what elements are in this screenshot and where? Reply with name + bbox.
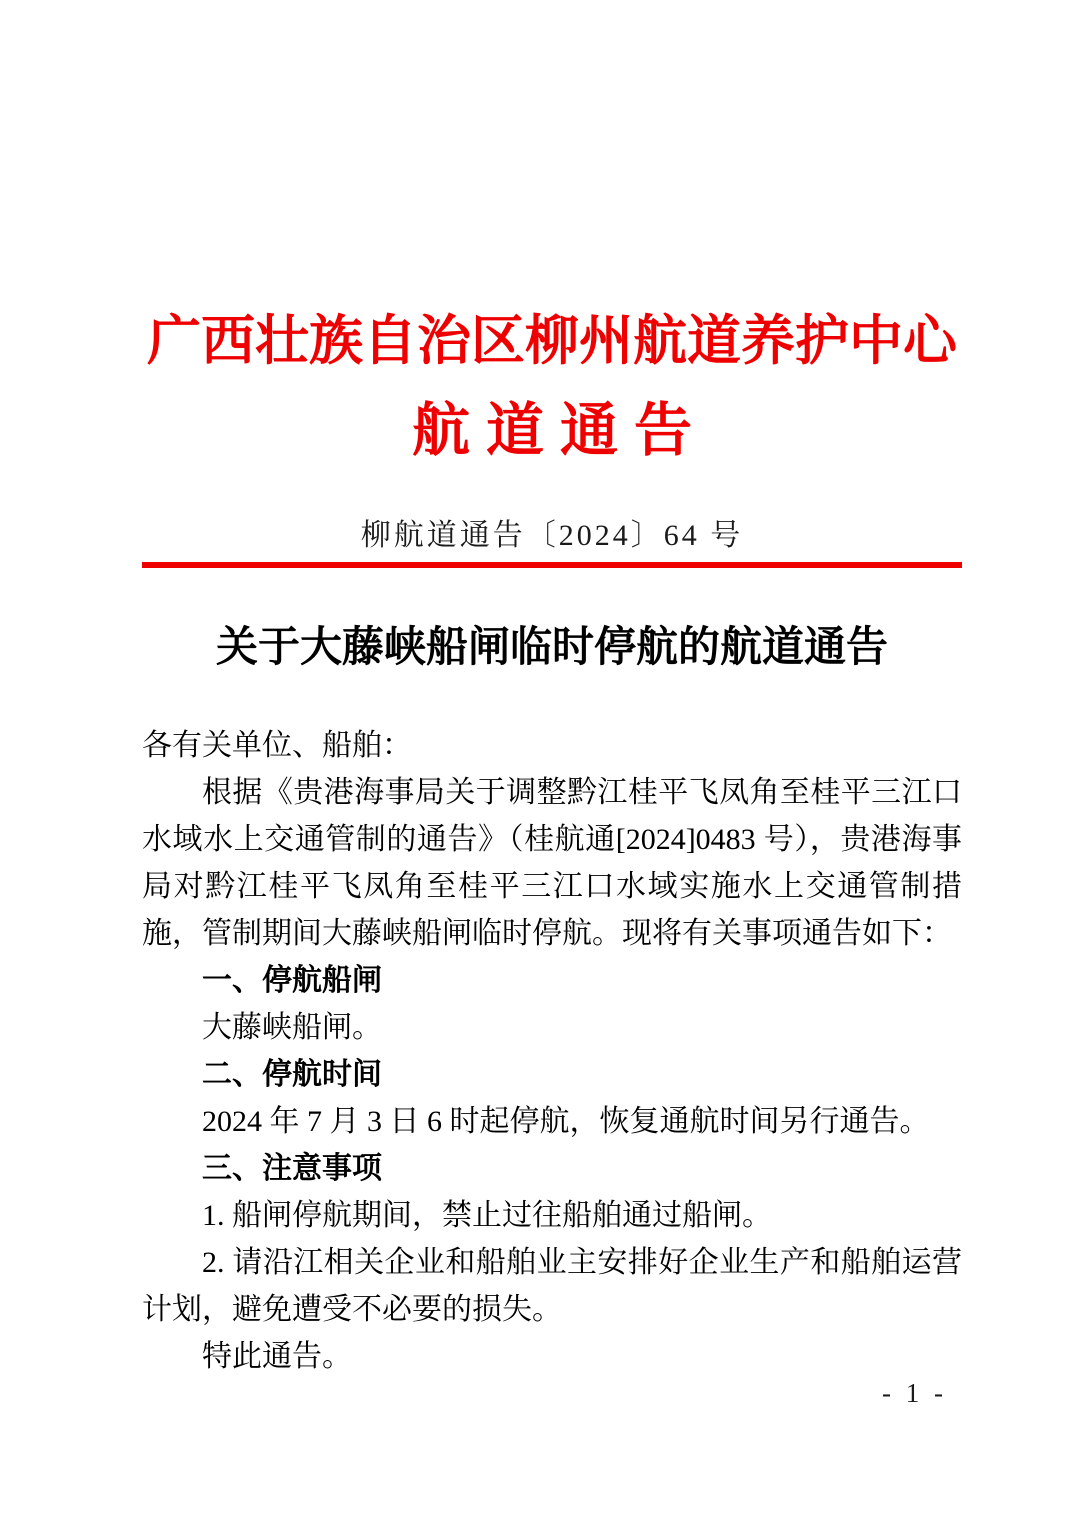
section-heading: 三、注意事项 bbox=[202, 1152, 382, 1185]
doc-number: 柳航道通告〔2024〕64 号 bbox=[360, 519, 744, 552]
letterhead bbox=[142, 296, 962, 568]
notice-body bbox=[142, 722, 962, 1380]
notice-paragraph: 1. 船闸停航期间，禁止过往船舶通过船闸。 bbox=[202, 1199, 772, 1232]
section-heading: 一、停航船闸 bbox=[202, 964, 382, 997]
section-heading: 二、停航时间 bbox=[202, 1058, 382, 1091]
org-title-line1: 广西壮族自治区柳州航道养护中心 bbox=[147, 311, 957, 371]
org-title-line2: 航道通告 bbox=[411, 398, 708, 463]
notice-paragraph: 2024 年 7 月 3 日 6 时起停航，恢复通航时间另行通告。 bbox=[202, 1105, 930, 1138]
notice-main bbox=[142, 616, 962, 1380]
document-content bbox=[0, 296, 1080, 1380]
notice-paragraph: 2. 请沿江相关企业和船舶业主安排好企业生产和船舶运营计划，避免遭受不必要的损失。 bbox=[142, 1246, 962, 1326]
notice-paragraph: 大藤峡船闸。 bbox=[202, 1011, 382, 1044]
notice-title: 关于大藤峡船闸临时停航的航道通告 bbox=[215, 625, 888, 671]
org-title bbox=[142, 296, 962, 476]
notice-paragraph: 特此通告。 bbox=[202, 1340, 352, 1373]
page-number: - 1 - bbox=[882, 1378, 947, 1408]
red-divider-rule bbox=[142, 562, 962, 568]
notice-paragraph: 各有关单位、船舶： bbox=[142, 729, 412, 762]
notice-paragraph: 根据《贵港海事局关于调整黔江桂平飞凤角至桂平三江口水域水上交通管制的通告》（桂航通[2024]0483 号），贵港海事局对黔江桂平飞凤角至桂平三江口水域实施水上交通管制措施，管制期间大藤峡船闸临时停航。现将有关事项通告如下： bbox=[142, 776, 962, 950]
